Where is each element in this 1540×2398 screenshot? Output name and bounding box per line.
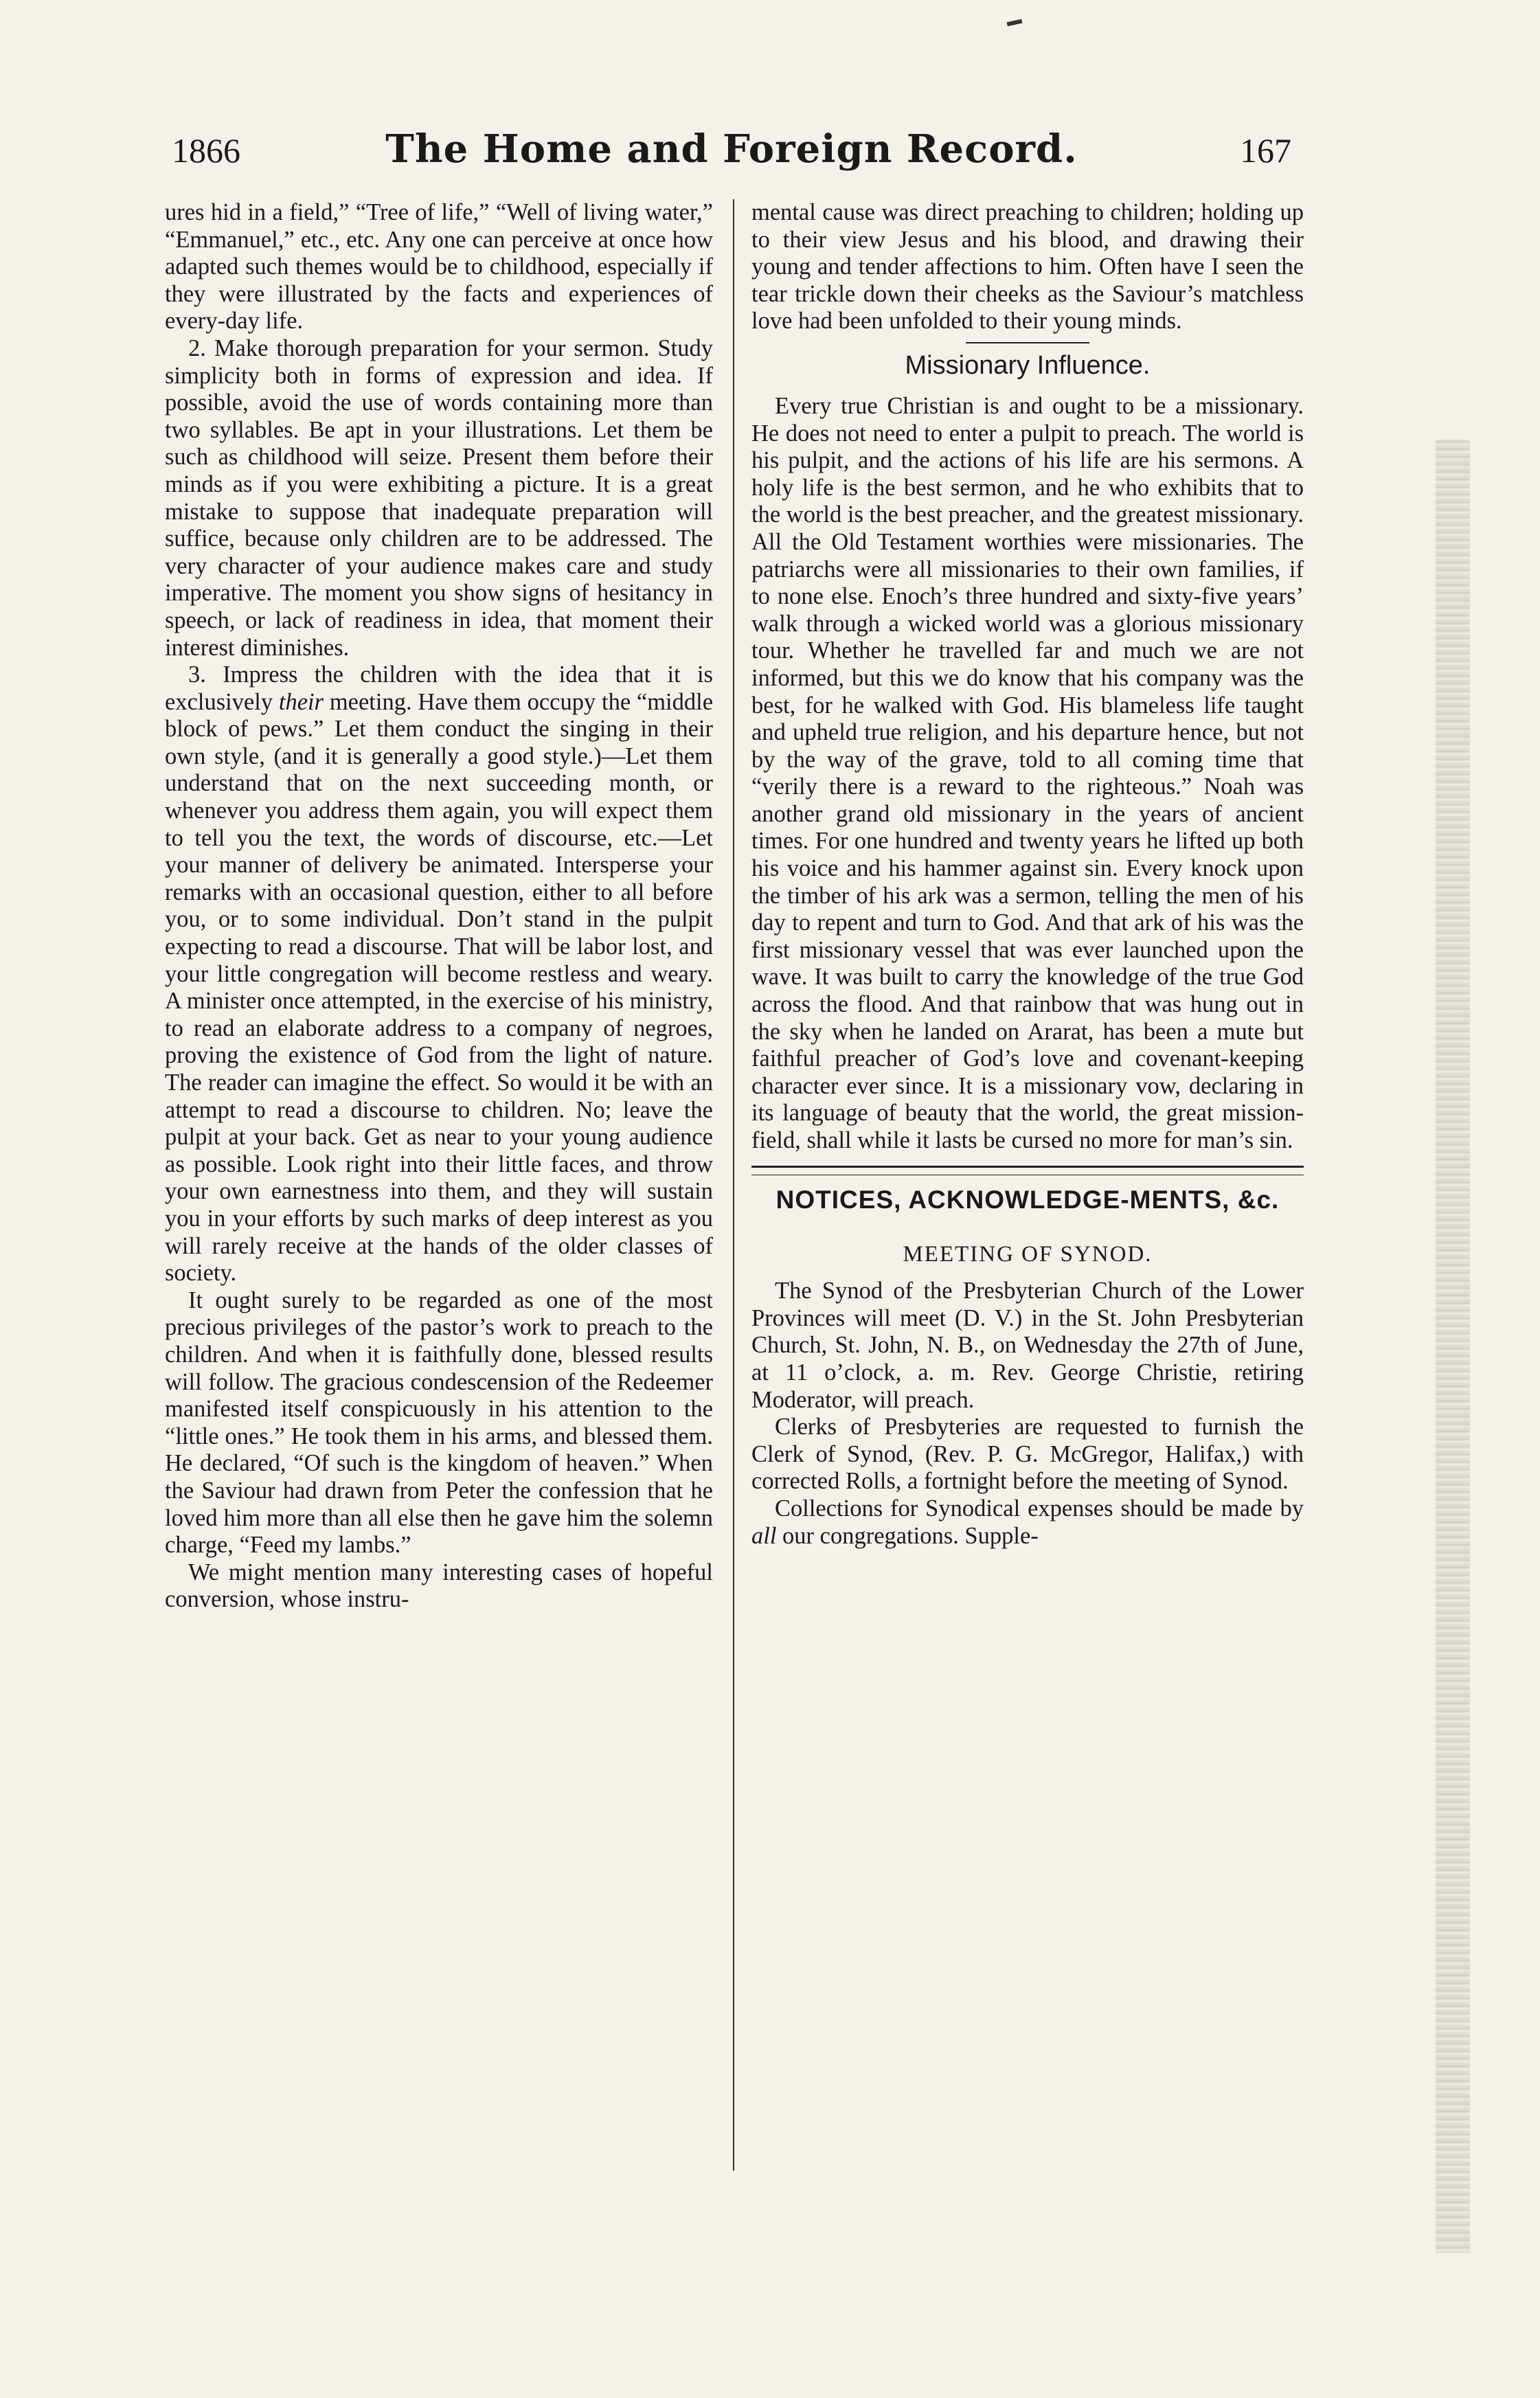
impress-text-end: meeting. Have them occupy the “middle block of pews.” Let them conduct the singing in their own style, (and it is generally a good style.)—Let them understand that on the next succeeding month, or whenever you address them again, you will expect them to tell you the text, the words of discourse, etc.—Let your manner of delivery be animated. Intersperse your remarks with an occasional question, either to all before you, or to some individual. Don’t stand in the pulpit expecting to read a discourse. That will be labor lost, and your little congregation will become restless and weary. A minister once attempted, in the exercise of his ministry, to read an elaborate address to a company of negroes, proving the existence of God from the light of nature. The reader can imagine the effect. So would it be with an attempt to read a discourse to children. No; leave the pulpit at your back. Get as near to your young audience as possible. Look right into their little faces, and throw your own earnestness into them, and they will sustain you in your efforts by such marks of deep interest as you will rarely receive at the hands of the older classes of society. bbox=[165, 688, 714, 1287]
page-edge-shadow bbox=[1436, 440, 1470, 2253]
notices-heading: NOTICES, ACKNOWLEDGE-MENTS, &c. bbox=[775, 1185, 1280, 1214]
paragraph-preparation: 2. Make thorough preparation for your sermon. Study simplicity both in forms of expression and idea. If possible, avoid the use of words containing more than two syllables. Be apt in your illustrations. Let them be such as childhood will seize. Present them before their minds as if you were exhibiting a picture. It is a great mistake to suppose that inadequate preparation will suffice, because only children are to be addressed. The very character of your audience makes care and study imperative. The moment you show signs of hesitancy in speech, or lack of readiness in idea, that moment their interest diminishes. bbox=[165, 335, 713, 661]
column-divider bbox=[733, 199, 734, 2171]
paragraph-continuation: mental cause was direct preaching to children; holding up to their view Jesus and his blood, and drawing their young and tender affections to him. Often have I seen the tear trickle down their cheeks as the Saviour’s matchless love had been unfolded to their young minds. bbox=[751, 199, 1304, 335]
paragraph-privileges: It ought surely to be regarded as one of the most precious privileges of the pastor’s work to preach to the children. And when it is faithfully done, blessed results will follow. The gracious condescension of the Redeemer manifested itself conspicuously in his attention to the “little ones.” He took them in his arms, and blessed them. He declared, “Of such is the kingdom of heaven.” When the Saviour had drawn from Peter the confession that he loved him more than all else then he gave him the solemn charge, “Feed my lambs.” bbox=[165, 1287, 713, 1559]
left-column bbox=[165, 199, 713, 1614]
impress-text-start: 3. Impress the children with the idea that it is exclusively bbox=[165, 661, 713, 715]
page-header bbox=[172, 126, 1291, 185]
header-year: 1866 bbox=[172, 131, 240, 170]
impress-emphasis: their bbox=[278, 688, 324, 715]
paragraph-missionary: Every true Christian is and ought to be a missionary. He does not need to enter a pulpit to preach. The world is his pulpit, and the actions of his life are his sermons. A holy life is the best sermon, and he who exhibits that to the world is the best preacher, and the greatest missionary. All the Old Testament worthies were missionaries. The patriarchs were all missionaries to their own families, if to none else. Enoch’s three hundred and sixty-five years’ walk through a wicked world was a glorious missionary tour. Whether he travelled far and much we are not informed, but this we do know that his company was the best, for he walked with God. His blameless life taught and upheld true religion, and his departure hence, but not by the way of the grave, told to all coming time that “verily there is a reward to the righteous.” Noah was another grand old missionary in the years of ancient times. For one hundred and twenty years he lifted up both his voice and his hammer against sin. Every knock upon the timber of his ark was a sermon, telling the men of his day to repent and turn to God. And that ark of his was the first missionary vessel that was ever launched upon the wave. It was built to carry the knowledge of the true God across the flood. And that rainbow that was hung out in the sky when he landed on Ararat, has been a mute but faithful preacher of God’s love and covenant-keeping character ever since. It is a missionary vow, declaring in its language of beauty that the world, the great mission-field, shall while it lasts be cursed no more for man’s sin. bbox=[751, 392, 1304, 1153]
notices-rule bbox=[751, 1166, 1304, 1175]
journal-title: The Home and Foreign Record. bbox=[385, 126, 1078, 172]
synod-heading: MEETING OF SYNOD. bbox=[903, 1241, 1153, 1267]
stray-mark bbox=[1007, 19, 1023, 26]
missionary-heading: Missionary Influence. bbox=[905, 350, 1151, 380]
section-rule bbox=[966, 342, 1089, 343]
collections-text-end: our congregations. Supple- bbox=[782, 1522, 1039, 1549]
page-number: 167 bbox=[1240, 131, 1291, 170]
right-column bbox=[751, 199, 1304, 1550]
paragraph-synod-clerks: Clerks of Presbyteries are requested to furnish the Clerk of Synod, (Rev. P. G. McGregor, Halifax,) with corrected Rolls, a fortnight before the meeting of Synod. bbox=[751, 1414, 1304, 1495]
paragraph-conversion: We might mention many interesting cases of hopeful conversion, whose instru- bbox=[165, 1559, 713, 1613]
collections-text-start: Collections for Synodical expenses should be made by bbox=[775, 1495, 1304, 1522]
paragraph-synod-collections bbox=[751, 1495, 1304, 1550]
paragraph-impress bbox=[165, 661, 713, 1287]
collections-emphasis: all bbox=[751, 1522, 777, 1549]
paragraph-synod-meeting: The Synod of the Presbyterian Church of the Lower Provinces will meet (D. V.) in the St. John Presbyterian Church, St. John, N. B., on Wednesday the 27th of June, at 11 o’clock, a. m. Rev. George Christie, retiring Moderator, will preach. bbox=[751, 1278, 1304, 1413]
paragraph-themes: ures hid in a field,” “Tree of life,” “Well of living water,” “Emmanuel,” etc., etc. Any one can perceive at once how adapted such themes would be to childhood, especially if they were illustrated by the facts and experiences of every-day life. bbox=[165, 199, 713, 335]
